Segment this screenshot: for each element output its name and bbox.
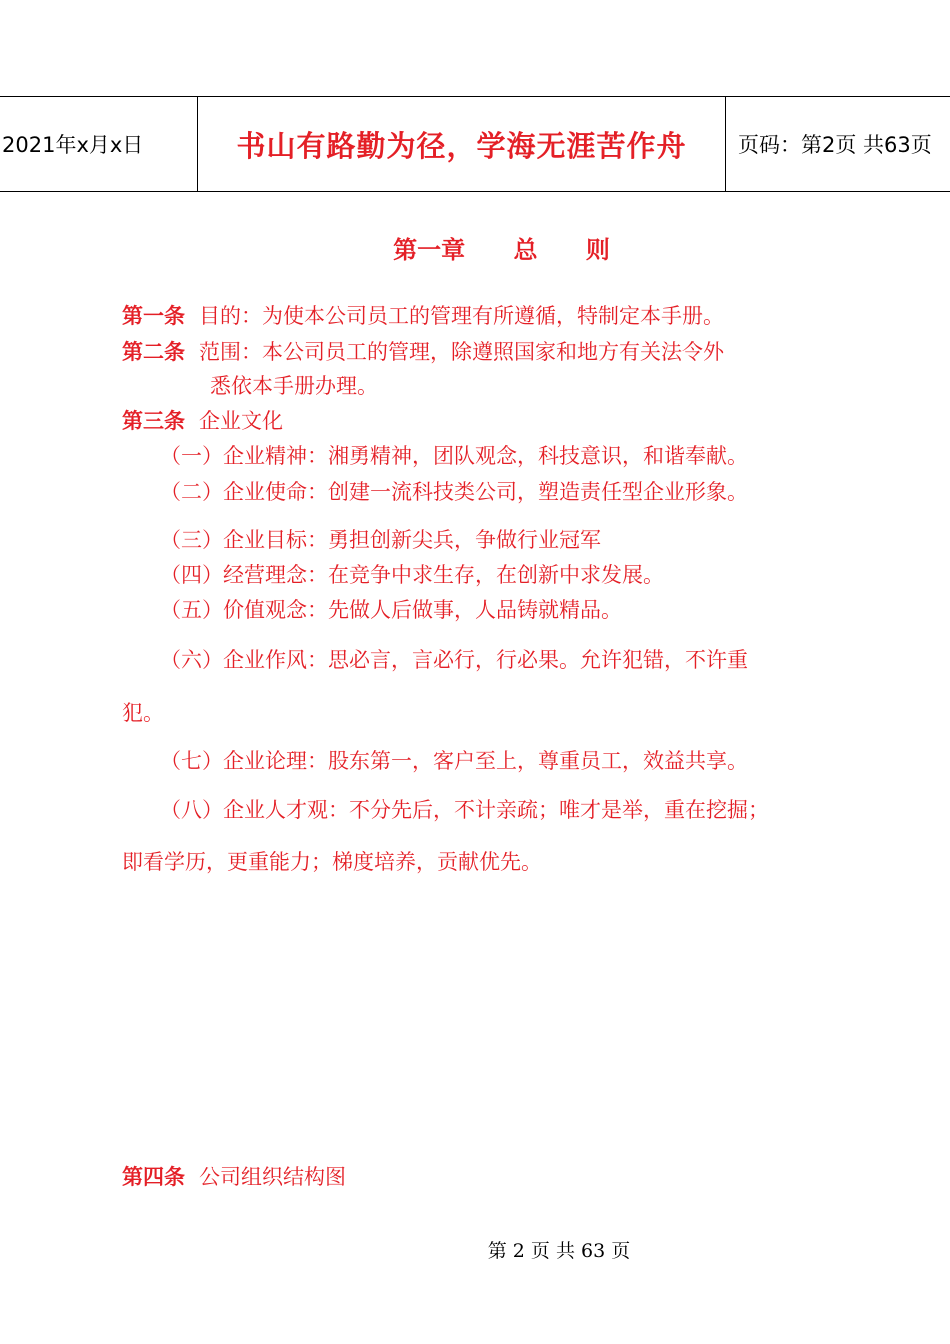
header-motto: 书山有路勤为径，学海无涯苦作舟 [198,97,726,191]
article-text: 目的：为使本公司员工的管理有所遵循，特制定本手册。 [199,304,724,328]
culture-item: （三）企业目标：勇担创新尖兵，争做行业冠军 [160,528,601,552]
page-header [0,96,950,192]
culture-item: （七）企业论理：股东第一，客户至上，尊重员工，效益共享。 [160,749,748,773]
article-2 [122,338,724,366]
culture-item: （一）企业精神：湘勇精神，团队观念，科技意识，和谐奉献。 [160,444,748,468]
article-text: 范围：本公司员工的管理，除遵照国家和地方有关法令外 [199,340,724,364]
article-4 [122,1163,346,1191]
header-date: 2021年x月x日 [0,97,198,191]
article-label: 第二条 [122,340,185,364]
page-footer: 第 2 页 共 63 页 [487,1240,631,1262]
culture-item: （四）经营理念：在竞争中求生存，在创新中求发展。 [160,563,664,587]
article-3 [122,407,283,435]
article-text: 企业文化 [199,409,283,433]
chapter-title: 第一章 总 则 [393,236,610,264]
article-label: 第三条 [122,409,185,433]
culture-item: （六）企业作风：思必言，言必行，行必果。允许犯错，不许重 [160,648,748,672]
article-2-continuation: 悉依本手册办理。 [210,374,378,398]
article-label: 第四条 [122,1165,185,1189]
culture-item-continuation: 即看学历，更重能力；梯度培养，贡献优先。 [122,850,542,874]
article-1 [122,302,724,330]
culture-item-continuation: 犯。 [122,701,164,725]
article-label: 第一条 [122,304,185,328]
culture-item: （二）企业使命：创建一流科技类公司，塑造责任型企业形象。 [160,480,748,504]
culture-item: （五）价值观念：先做人后做事，人品铸就精品。 [160,598,622,622]
article-text: 公司组织结构图 [199,1165,346,1189]
header-page-info: 页码：第2页 共63页 [738,133,932,157]
culture-item: （八）企业人才观：不分先后，不计亲疏；唯才是举，重在挖掘； [160,798,769,822]
